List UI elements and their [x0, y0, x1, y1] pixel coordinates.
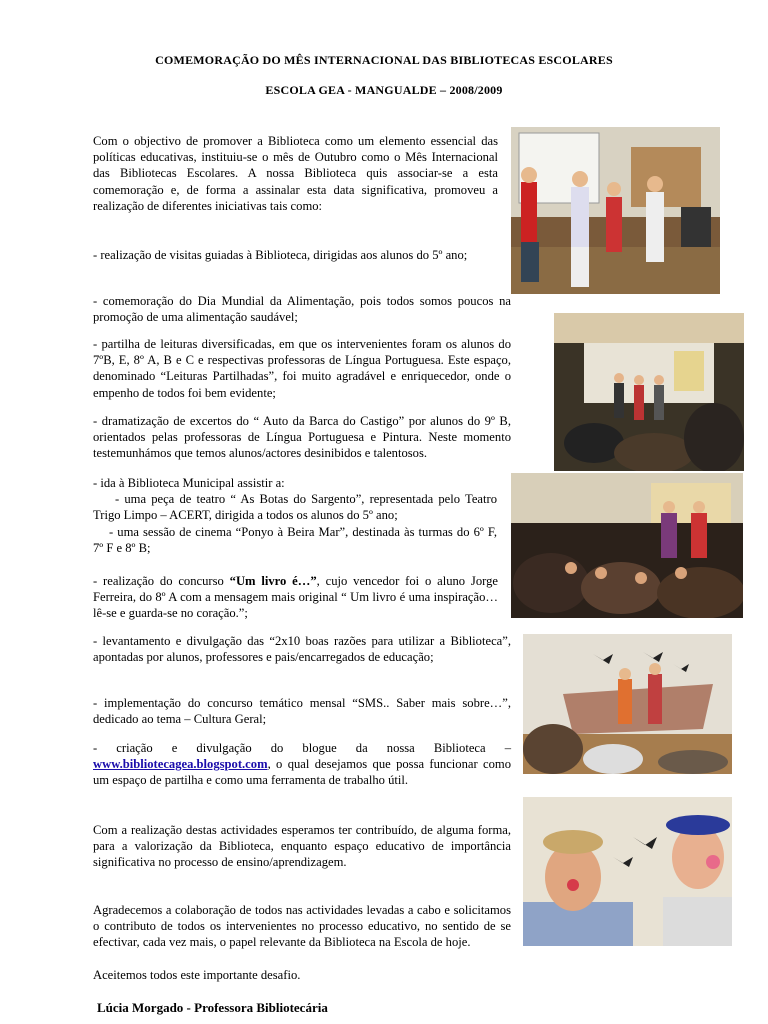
- photo-students-reading: [511, 127, 720, 294]
- blog-link[interactable]: www.bibliotecagea.blogspot.com: [93, 757, 268, 772]
- item-food-day: - comemoração do Dia Mundial da Alimentação, pois todos somos poucos na promoção de uma alimentação saudável;: [93, 294, 511, 325]
- thanks-paragraph: Agradecemos a colaboração de todos nas actividades levadas a cabo e solicitamos o contributo de todos os intervenientes no processo educativo, no sentido de se efectivar, cada vez mais, o papel relevante da Biblioteca na Escola de hoje.: [93, 903, 511, 950]
- conclusion-paragraph: Com a realização destas actividades esperamos ter contribuído, de alguma forma, para a valorização da Biblioteca, enquanto espaço educativo de importância significativa no processo de ensino/aprendizagem.: [93, 823, 511, 870]
- item-sms-contest: - implementação do concurso temático mensal “SMS.. Saber mais sobre…”, dedicado ao tema – Cultura Geral;: [93, 696, 511, 727]
- photo-stage-play: [523, 634, 732, 774]
- item-cinema: - uma sessão de cinema “Ponyo à Beira Mar”, destinada às turmas do 6º F, 7º F e 8º B;: [93, 525, 497, 556]
- intro-paragraph: Com o objectivo de promover a Biblioteca como um elemento essencial das políticas educativas, instituiu-se o mês de Outubro como o Mês Internacional das Bibliotecas Escolares. A nossa Biblioteca quis associar-se a esta comemoração e, de forma a assinalar esta data significativa, promoveu a realização de diferentes iniciativas tais como:: [93, 134, 498, 213]
- item-theatre: - uma peça de teatro “ As Botas do Sargento”, representada pelo Teatro Trigo Limpo – ACERT, dirigida a todos os alunos do 5º ano;: [93, 492, 497, 523]
- photo-shared-readings: [554, 313, 744, 471]
- contest-text-post: , cujo vencedor foi o aluno Jorge Ferreira, do 8º A com a mensagem mais original “ Um livro é uma inspiração…lê-se e guarda-se no coração.”;: [93, 574, 498, 621]
- item-guided-visits: - realização de visitas guiadas à Biblioteca, dirigidas aos alunos do 5º ano;: [93, 248, 468, 262]
- blog-text-pre: - criação e divulgação do blogue da nossa Biblioteca –: [93, 741, 511, 755]
- item-reasons: - levantamento e divulgação das “2x10 boas razões para utilizar a Biblioteca”, apontadas por alunos, professores e pais/encarregados de educação;: [93, 634, 511, 665]
- item-blog: [93, 740, 511, 789]
- signature: Lúcia Morgado - Professora Bibliotecária: [97, 1000, 328, 1015]
- photo-municipal-library: [511, 473, 743, 618]
- item-contest: [93, 573, 498, 622]
- item-dramatization: - dramatização de excertos do “ Auto da Barca do Castigo” por alunos do 9º B, orientados pelas professoras de Língua Portuguesa e Pintura. Neste momento testemunhámos que temos alunos/actores desinibidos e talentosos.: [93, 414, 511, 461]
- blog-text-post: , o qual desejamos que possa funcionar como um espaço de partilha e como uma ferramenta de trabalho útil.: [93, 757, 511, 788]
- contest-text-pre: - realização do concurso: [93, 574, 230, 588]
- document-subtitle: ESCOLA GEA - MANGUALDE – 2008/2009: [265, 83, 503, 97]
- contest-title: “Um livro é…”: [229, 574, 317, 588]
- photo-costumed-students: [523, 797, 732, 946]
- item-shared-readings: - partilha de leituras diversificadas, em que os intervenientes foram os alunos do 7ºB, E, 8º A, B e C e respectivas professoras de Língua Portuguesa. Este espaço, denominado “Leituras Partilhadas”, foi muito agradável e enriquecedor, onde o empenho de todos foi bem evidente;: [93, 337, 511, 400]
- item-municipal-library: - ida à Biblioteca Municipal assistir a:: [93, 476, 285, 490]
- challenge-line: Aceitemos todos este importante desafio.: [93, 968, 301, 982]
- document-title: COMEMORAÇÃO DO MÊS INTERNACIONAL DAS BIBLIOTECAS ESCOLARES: [155, 53, 613, 67]
